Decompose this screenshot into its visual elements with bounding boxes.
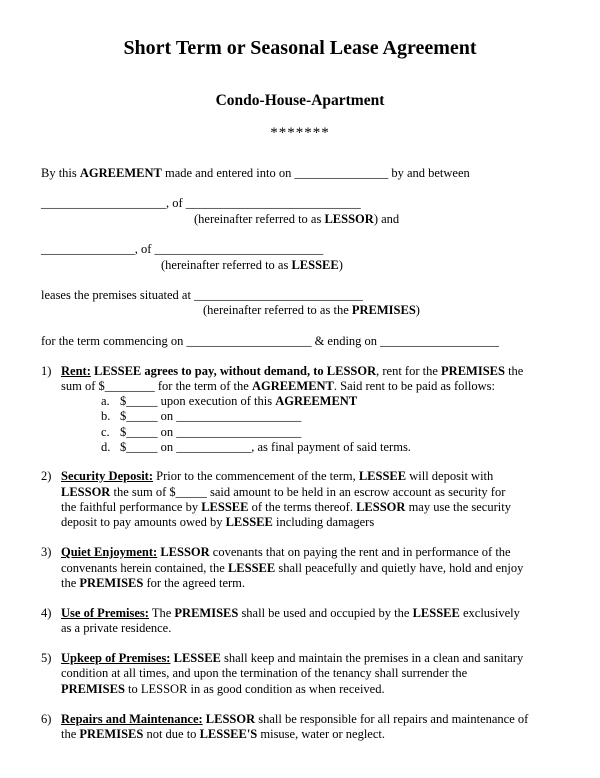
section-5-heading: Upkeep of Premises: [61,651,171,665]
section-5-line-3: PREMISES to LESSOR in as good condition as when received. [61,682,385,696]
document-title: Short Term or Seasonal Lease Agreement [123,37,477,59]
section-4-line-2: as a private residence. [61,621,172,635]
section-6-line-1: Repairs and Maintenance: LESSOR shall be responsible for all repairs and maintenance of [61,712,529,726]
intro-line-5: (hereinafter referred to as LESSEE) [161,258,343,272]
section-6-line-2: the PREMISES not due to LESSEE'S misuse, water or neglect. [61,727,385,741]
section-3-line-1: Quiet Enjoyment: LESSOR covenants that on paying the rent and in performance of the [61,545,511,559]
section-5-line-2: condition at all times, and upon the termination of the tenancy shall surrender the [61,666,468,680]
section-1-item-d-label: d. [101,440,111,454]
intro-line-8: for the term commencing on ____________________ & ending on ___________________ [41,334,499,348]
section-3-line-3: the PREMISES for the agreed term. [61,576,245,590]
section-2-line-1: Security Deposit: Prior to the commencement of the term, LESSEE will deposit with [61,469,494,483]
section-1-line-2: sum of $________ for the term of the AGREEMENT. Said rent to be paid as follows: [61,379,495,393]
section-2-line-4: deposit to pay amounts owed by LESSEE including damagers [61,515,375,529]
section-1-item-b-label: b. [101,409,111,423]
section-6-heading: Repairs and Maintenance: [61,712,203,726]
section-2-line-2: LESSOR the sum of $_____ said amount to be held in an escrow account as security for [61,485,506,499]
section-1-item-c: $_____ on ____________________ [120,425,302,439]
section-2-heading: Security Deposit: [61,469,153,483]
section-1-item-b: $_____ on ____________________ [120,409,302,423]
intro-line-3: (hereinafter referred to as LESSOR) and [194,212,400,226]
section-1-number: 1) [41,364,52,378]
section-4-heading: Use of Premises: [61,606,149,620]
separator-stars: ******* [270,125,330,141]
section-1-heading: Rent: [61,364,91,378]
intro-line-2: ____________________, of ____________________________ [41,196,361,210]
section-4-number: 4) [41,606,52,620]
section-1-item-d: $_____ on ____________, as final payment of said terms. [120,440,411,454]
section-4-line-1: Use of Premises: The PREMISES shall be used and occupied by the LESSEE exclusively [61,606,520,620]
section-1-item-a-label: a. [101,394,110,408]
section-1-item-a: $_____ upon execution of this AGREEMENT [120,394,358,408]
section-5-number: 5) [41,651,52,665]
section-1-item-c-label: c. [101,425,110,439]
intro-line-1: By this AGREEMENT made and entered into on _______________ by and between [41,166,470,180]
section-6-number: 6) [41,712,52,726]
section-3-number: 3) [41,545,52,559]
section-5-line-1: Upkeep of Premises: LESSEE shall keep and maintain the premises in a clean and sanitary [61,651,524,665]
intro-line-6: leases the premises situated at ___________________________ [41,288,363,302]
document-subtitle: Condo-House-Apartment [215,92,385,109]
section-1-line-1: Rent: LESSEE agrees to pay, without demand, to LESSOR, rent for the PREMISES the [61,364,524,378]
section-3-heading: Quiet Enjoyment: [61,545,158,559]
section-3-line-2: convenants herein contained, the LESSEE shall peacefully and quietly have, hold and enjoy [61,561,524,575]
section-2-number: 2) [41,469,52,483]
section-2-line-3: the faithful performance by LESSEE of the terms thereof. LESSOR may use the security [61,500,511,514]
intro-line-7: (hereinafter referred to as the PREMISES) [203,303,420,317]
intro-line-4: _______________, of ___________________________ [41,242,324,256]
